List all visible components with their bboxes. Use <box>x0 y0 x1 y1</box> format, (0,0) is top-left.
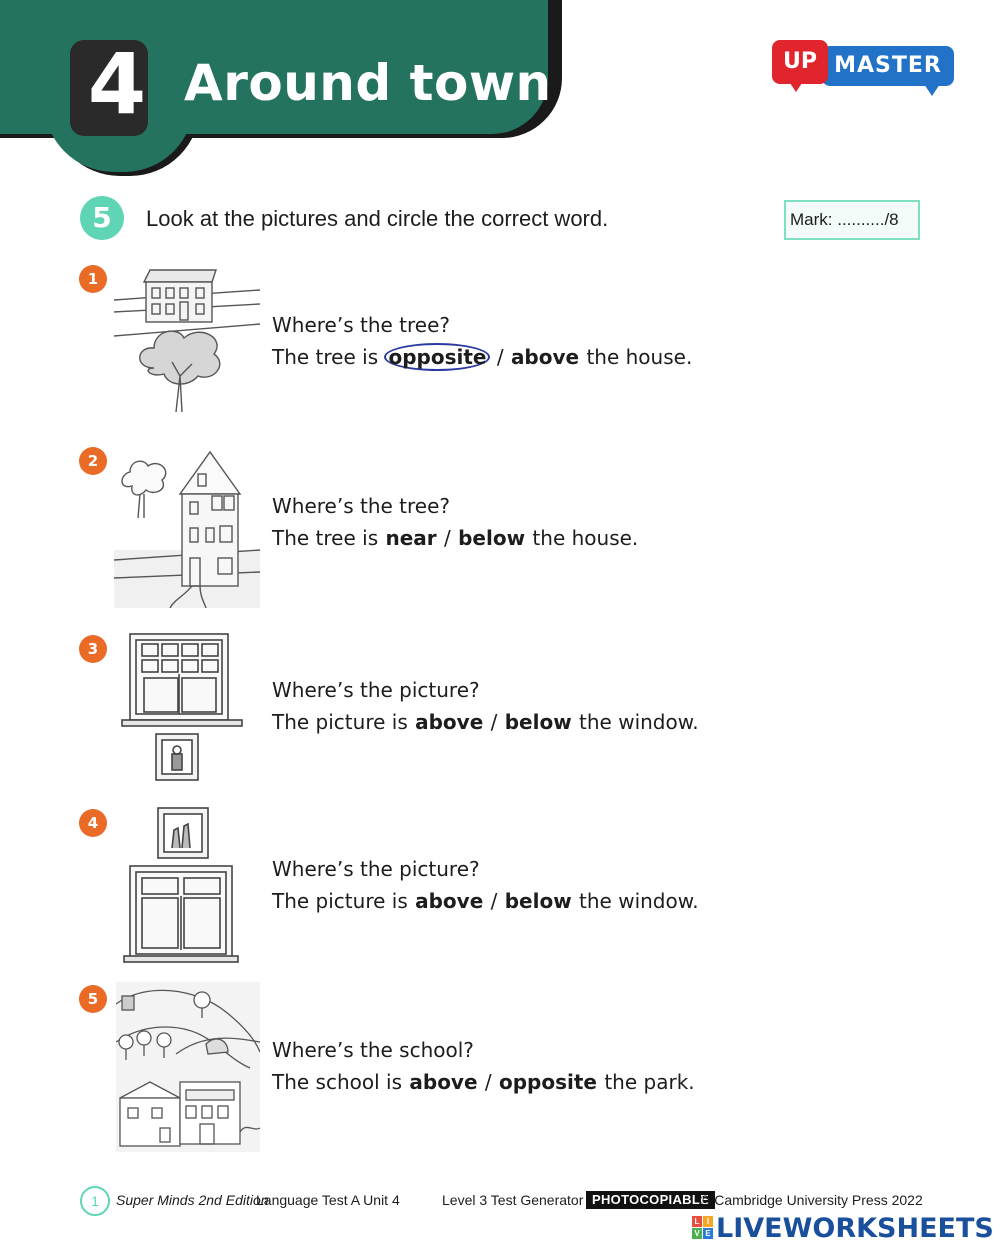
liveworksheets-wordmark: LIVEWORKSHEETS <box>716 1213 994 1244</box>
item-number-badge: 3 <box>79 635 107 663</box>
grid-letter: L <box>692 1216 702 1227</box>
answer-prefix: The picture is <box>272 710 415 734</box>
answer-separator: / <box>484 889 504 913</box>
item-question: Where’s the tree? <box>272 494 451 518</box>
answer-prefix: The picture is <box>272 889 415 913</box>
item-number-badge: 5 <box>79 985 107 1013</box>
answer-separator: / <box>490 345 510 369</box>
picture-above-window-illustration <box>122 806 240 964</box>
unit-title: Around town <box>184 54 552 112</box>
logo-up-tail <box>788 80 804 92</box>
item-question: Where’s the picture? <box>272 857 480 881</box>
grid-letter: V <box>692 1228 702 1239</box>
footer-book-title: Super Minds 2nd Edition <box>116 1192 269 1208</box>
exercise-instruction: Look at the pictures and circle the correct word. <box>146 206 609 231</box>
choice-option-a[interactable]: above <box>409 1070 478 1094</box>
item-number-badge: 4 <box>79 809 107 837</box>
answer-suffix: the window. <box>572 710 699 734</box>
answer-separator: / <box>437 526 458 550</box>
item-answer-sentence <box>272 709 699 735</box>
grid-letter: I <box>703 1216 713 1227</box>
answer-prefix: The tree is <box>272 526 385 550</box>
choice-option-b[interactable]: below <box>504 889 572 913</box>
footer-level: Level 3 Test Generator <box>442 1192 584 1208</box>
logo-up-label: UP <box>772 40 828 84</box>
school-opposite-park-illustration <box>116 982 260 1152</box>
page-number: 1 <box>80 1186 110 1216</box>
item-answer-sentence <box>272 1069 695 1095</box>
choice-option-a[interactable]: above <box>415 889 484 913</box>
liveworksheets-logo <box>692 1212 992 1246</box>
choice-option-b[interactable]: opposite <box>498 1070 597 1094</box>
answer-separator: / <box>478 1070 498 1094</box>
item-question: Where’s the tree? <box>272 313 451 337</box>
tree-near-house-illustration <box>114 450 260 608</box>
photocopiable-label: PHOTOCOPIABLE <box>586 1191 715 1209</box>
answer-separator: / <box>484 710 504 734</box>
house-with-tree-in-front-illustration <box>114 264 260 416</box>
footer-test-name: Language Test A Unit 4 <box>256 1192 400 1208</box>
choice-option-b[interactable]: below <box>458 526 526 550</box>
answer-prefix: The tree is <box>272 345 385 369</box>
exercise-number-badge: 5 <box>80 196 124 240</box>
item-question: Where’s the school? <box>272 1038 474 1062</box>
choice-option-a[interactable]: above <box>415 710 484 734</box>
answer-suffix: the window. <box>572 889 699 913</box>
choice-option-a[interactable]: near <box>385 526 437 550</box>
item-question: Where’s the picture? <box>272 678 480 702</box>
answer-suffix: the park. <box>597 1070 695 1094</box>
choice-option-a[interactable]: opposite <box>384 343 490 371</box>
answer-prefix: The school is <box>272 1070 409 1094</box>
footer-copyright: © Cambridge University Press 2022 <box>700 1192 923 1208</box>
item-number-badge: 1 <box>79 265 107 293</box>
item-answer-sentence <box>272 344 692 370</box>
liveworksheets-grid-icon <box>692 1216 714 1240</box>
answer-suffix: the house. <box>526 526 639 550</box>
unit-number: 4 <box>87 35 147 133</box>
choice-option-b[interactable]: below <box>504 710 572 734</box>
picture-below-window-illustration <box>120 632 244 784</box>
logo-master-tail <box>924 84 940 96</box>
item-answer-sentence <box>272 888 699 914</box>
choice-option-b[interactable]: above <box>510 345 580 369</box>
item-answer-sentence <box>272 525 638 551</box>
grid-letter: E <box>703 1228 713 1239</box>
answer-suffix: the house. <box>580 345 693 369</box>
item-number-badge: 2 <box>79 447 107 475</box>
logo-master-label: MASTER <box>822 46 954 86</box>
mark-box: Mark: ........../8 <box>784 200 920 240</box>
upmaster-logo <box>772 40 956 100</box>
